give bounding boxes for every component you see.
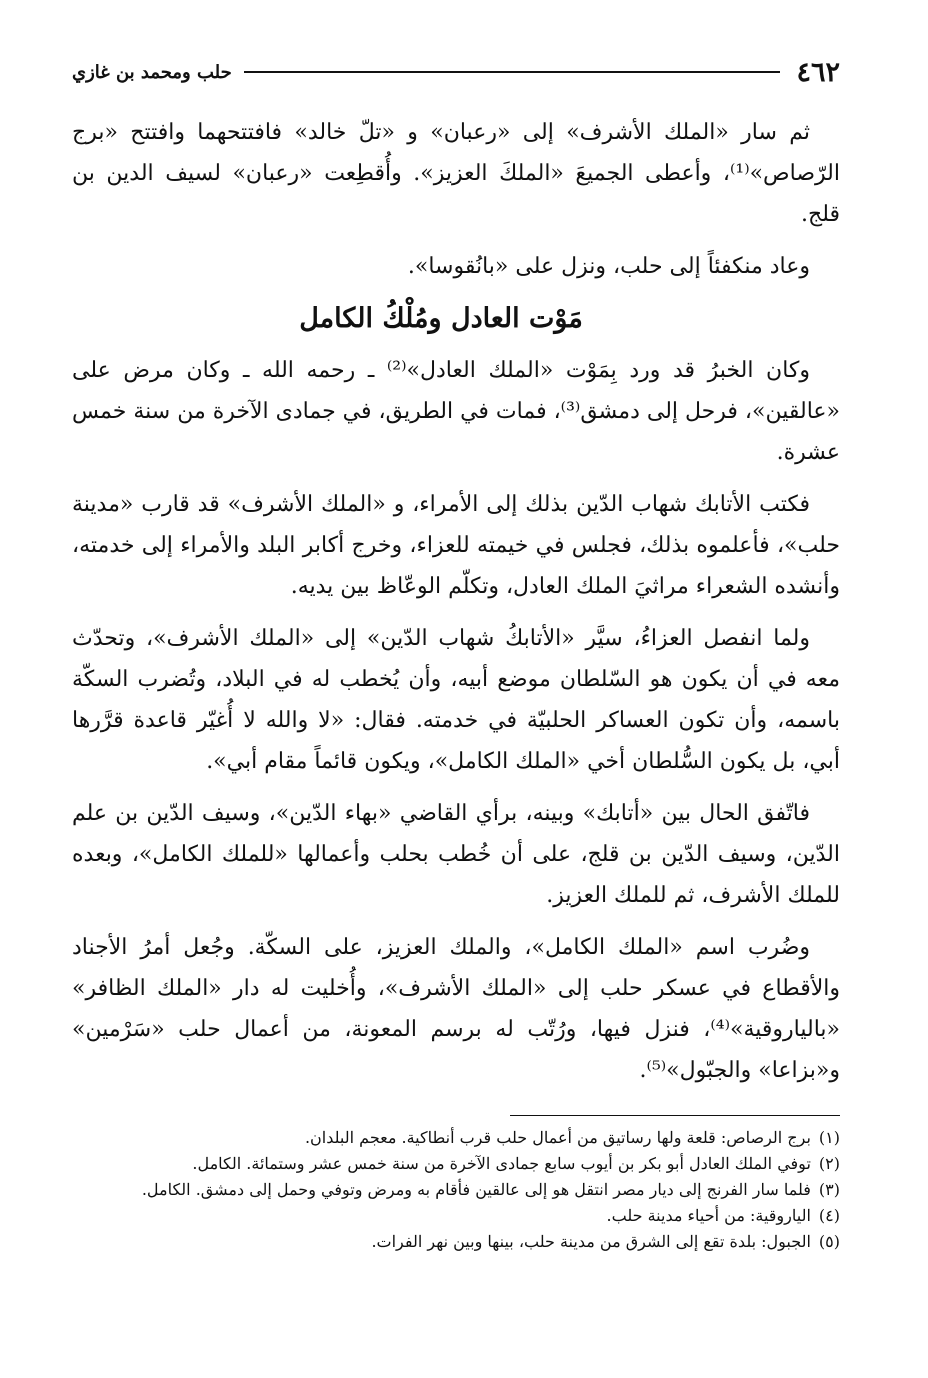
footnote-number: (٥): [818, 1232, 840, 1251]
main-text: [72, 112, 840, 1102]
footnote-number: (٤): [818, 1206, 840, 1225]
running-header: [72, 54, 840, 90]
footnote-text: الجبول: بلدة تقع إلى الشرق من مدينة حلب، بينها وبين نهر الفرات.: [371, 1232, 811, 1251]
footnote-divider: [510, 1115, 840, 1116]
footnote: [72, 1125, 840, 1151]
page-number: ٤٦٢: [796, 56, 840, 88]
footnote-text: برج الرصاص: قلعة ولها رساتيق من أعمال حلب قرب أنطاكية. معجم البلدان.: [304, 1128, 811, 1147]
section-heading: مَوْت العادل ومُلْكُ الكامل: [299, 303, 583, 334]
paragraph: وضُرب اسم «الملك الكامل»، والملك العزيز، على السكّة. وجُعل أمرُ الأجناد والأقطاع في عسكر حلب إلى «الملك الأشرف»، وأُخليت له دار «الملك الظافر» «بالياروقية»⁽⁴⁾، فنزل فيها، ورُتّب له برسم المعونة، من أعمال حلب «سَرْمين» و«بزاعا» والجبّول»⁽⁵⁾.: [72, 935, 840, 1083]
header-rule: [244, 71, 781, 73]
running-title: حلب ومحمد بن غازي: [72, 61, 232, 83]
paragraph: فاتّفق الحال بين «أتابك» وبينه، برأي القاضي «بهاء الدّين»، وسيف الدّين بن علم الدّين، وسيف الدّين بن قلج، على أن خُطب بحلب وأعمالها «للملك الكامل»، وبعده للملك الأشرف، ثم للملك العزيز.: [72, 801, 840, 908]
paragraph: ولما انفصل العزاءُ، سيَّر «الأتابكُ شهاب الدّين» إلى «الملك الأشرف»، وتحدّث معه في أن يكون هو السّلطان موضع أبيه، وأن يُخطب له في البلاد، وتُضرب السكّة باسمه، وأن تكون العساكر الحلبيّة في خدمته. فقال: «لا والله لا أُغيّر قاعدة قرَّرها أبي، بل يكون السُّلطان أخي «الملك الكامل»، ويكون قائماً مقام أبي».: [72, 626, 840, 774]
footnote: [72, 1203, 840, 1229]
footnote-text: الياروقية: من أحياء مدينة حلب.: [606, 1206, 811, 1225]
footnote: [72, 1177, 840, 1203]
footnote-number: (٢): [818, 1154, 840, 1173]
footnotes: [72, 1125, 840, 1255]
footnote: [72, 1229, 840, 1255]
paragraph: وكان الخبرُ قد ورد بِمَوْت «الملك العادل»⁽²⁾ ـ رحمه الله ـ وكان مرض على «عالقين»، فرحل إلى دمشق⁽³⁾، فمات في الطريق، في جمادى الآخرة من سنة خمس عشرة.: [71, 358, 840, 465]
paragraph: ثم سار «الملك الأشرف» إلى «رعبان» و «تلّ خالد» فافتتحهما وافتتح «برج الرّصاص»⁽¹⁾، وأعطى الجميعَ «الملكَ العزيز». وأُقطِعت «رعبان» لسيف الدين بن قلج.: [72, 120, 840, 227]
paragraph: فكتب الأتابك شهاب الدّين بذلك إلى الأمراء، و «الملك الأشرف» قد قارب «مدينة حلب»، فأعلموه بذلك، فجلس في خيمته للعزاء، وخرج أكابر البلد والأمراء إلى خدمته، وأنشده الشعراء مراثيَ الملك العادل، وتكلّم الوعّاظ بين يديه.: [72, 492, 840, 599]
paragraph: وعاد منكفئاً إلى حلب، ونزل على «بانُقوسا».: [407, 254, 810, 279]
footnote-text: فلما سار الفرنج إلى ديار مصر انتقل هو إلى عالقين فأقام به ومرض وتوفي وحمل إلى دمشق. الكامل.: [141, 1180, 811, 1199]
footnote: [72, 1151, 840, 1177]
footnote-text: توفي الملك العادل أبو بكر بن أيوب سابع جمادى الآخرة من سنة خمس عشر وستمائة. الكامل.: [192, 1154, 811, 1173]
footnote-number: (١): [818, 1128, 840, 1147]
footnote-number: (٣): [818, 1180, 840, 1199]
